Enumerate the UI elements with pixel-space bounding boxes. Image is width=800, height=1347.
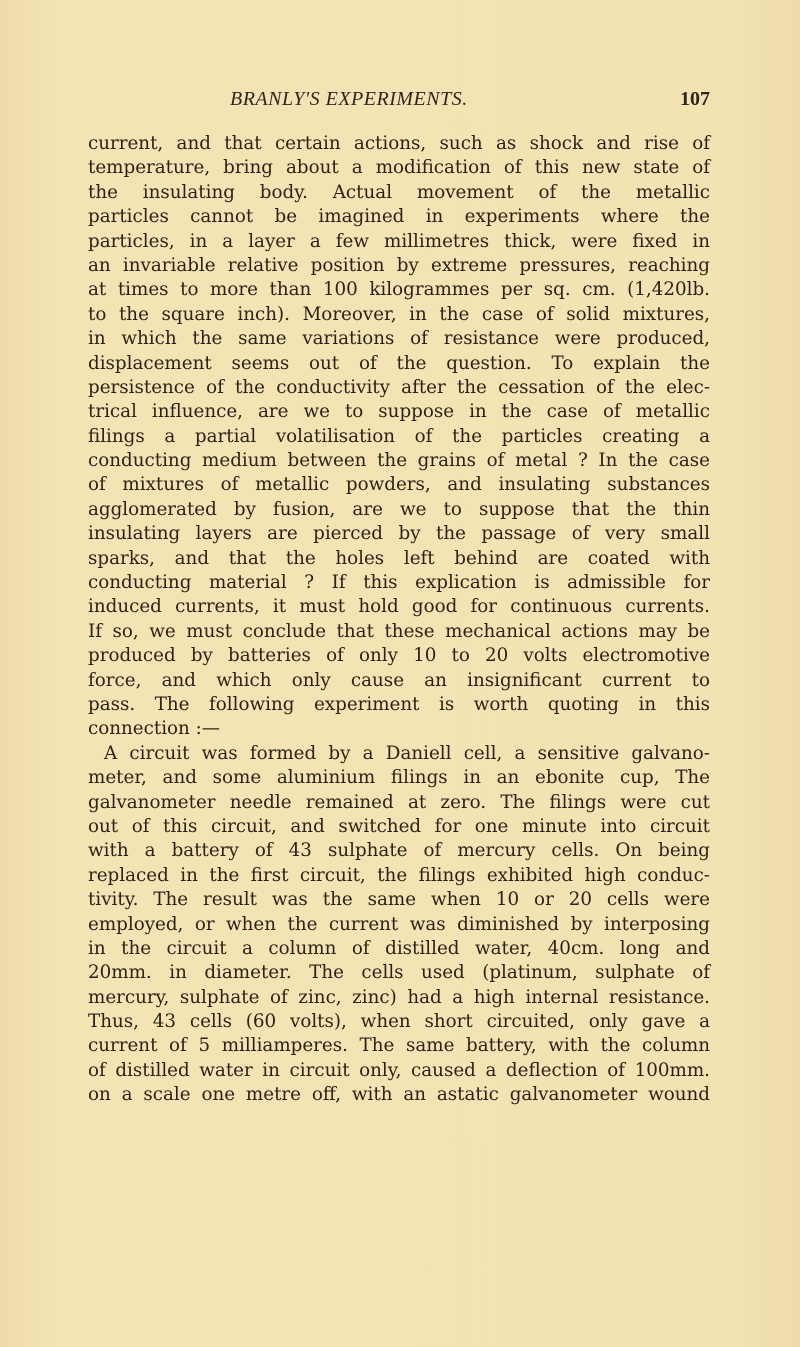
text-line: current of 5 milliamperes. The same battery, with the column	[88, 1035, 710, 1057]
text-line: conducting medium between the grains of metal ? In the case	[88, 450, 710, 472]
text-line: mercury, sulphate of zinc, zinc) had a high internal resistance.	[88, 986, 710, 1008]
text-line: connection :—	[88, 718, 221, 740]
text-line: current, and that certain actions, such as shock and rise of	[88, 133, 710, 154]
text-line: persistence of the conductivity after the cessation of the elec-	[88, 376, 710, 398]
text-line: agglomerated by fusion, are we to suppose that the thin	[88, 498, 710, 520]
text-line: in the circuit a column of distilled water, 40cm. long and	[88, 937, 710, 959]
text-line: replaced in the first circuit, the filings exhibited high conduc-	[88, 864, 710, 886]
paragraph-2	[88, 742, 710, 1108]
text-line: the insulating body. Actual movement of the metallic	[88, 181, 710, 203]
text-line: sparks, and that the holes left behind are coated with	[88, 547, 710, 569]
text-line: pass. The following experiment is worth quoting in this	[88, 693, 710, 715]
text-line: of distilled water in circuit only, caused a deflection of 100mm.	[88, 1059, 710, 1081]
text-line: to the square inch). Moreover, in the case of solid mixtures,	[88, 303, 710, 325]
paragraph-1	[88, 132, 710, 742]
text-line: out of this circuit, and switched for one minute into circuit	[88, 815, 710, 837]
text-line: produced by batteries of only 10 to 20 volts electromotive	[88, 645, 710, 667]
text-line: of mixtures of metallic powders, and insulating substances	[88, 474, 710, 496]
text-line: at times to more than 100 kilogrammes per sq. cm. (1,420lb.	[88, 279, 710, 301]
text-line: trical influence, are we to suppose in the case of metallic	[88, 401, 710, 423]
text-line: meter, and some aluminium filings in an ebonite cup, The	[88, 767, 710, 789]
text-line: Thus, 43 cells (60 volts), when short circuited, only gave a	[88, 1011, 710, 1033]
text-line: insulating layers are pierced by the passage of very small	[88, 523, 710, 545]
text-line: A circuit was formed by a Daniell cell, a sensitive galvano-	[104, 742, 710, 764]
running-title: BRANLY'S EXPERIMENTS.	[230, 88, 468, 110]
text-line: galvanometer needle remained at zero. The filings were cut	[88, 791, 710, 813]
body-text	[88, 132, 710, 1108]
text-line: induced currents, it must hold good for continuous currents.	[88, 596, 710, 618]
text-line: 20mm. in diameter. The cells used (platinum, sulphate of	[88, 962, 710, 984]
text-line: If so, we must conclude that these mechanical actions may be	[88, 620, 710, 642]
text-line: temperature, bring about a modification of this new state of	[88, 157, 710, 179]
text-line: in which the same variations of resistance were produced,	[88, 328, 710, 350]
text-line: with a battery of 43 sulphate of mercury cells. On being	[88, 840, 710, 862]
text-line: particles, in a layer a few millimetres thick, were fixed in	[88, 230, 710, 252]
page-number: 107	[680, 88, 710, 110]
text-line: particles cannot be imagined in experiments where the	[88, 206, 710, 228]
text-line: filings a partial volatilisation of the particles creating a	[88, 425, 710, 447]
text-line: employed, or when the current was diminished by interposing	[88, 913, 710, 935]
text-line: an invariable relative position by extreme pressures, reaching	[88, 254, 710, 276]
text-line: on a scale one metre off, with an astatic galvanometer wound	[88, 1084, 710, 1106]
text-line: conducting material ? If this explication is admissible for	[88, 572, 710, 594]
text-line: displacement seems out of the question. To explain the	[88, 352, 710, 374]
running-head	[88, 88, 710, 112]
text-line: force, and which only cause an insignificant current to	[88, 669, 710, 691]
text-line: tivity. The result was the same when 10 or 20 cells were	[88, 889, 710, 911]
